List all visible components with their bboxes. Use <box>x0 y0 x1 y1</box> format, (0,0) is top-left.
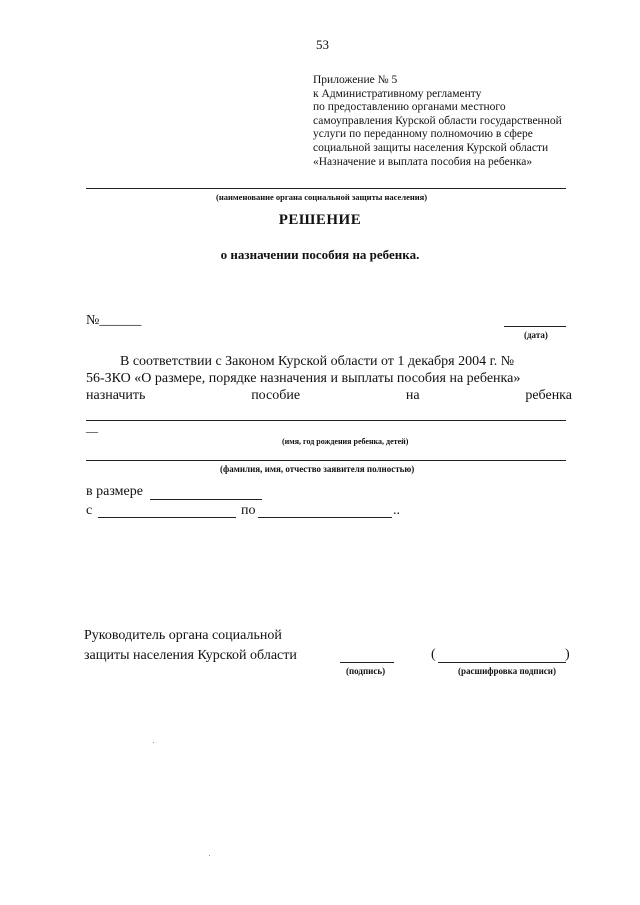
decoding-line <box>438 662 566 663</box>
page-number: 53 <box>316 37 329 52</box>
amount-label: в размере <box>86 484 143 499</box>
to-label: по <box>241 503 256 518</box>
decision-number-field: №______ <box>86 313 142 328</box>
date-line <box>504 326 566 327</box>
amount-line <box>150 499 262 500</box>
paragraph-line: 56-ЗКО «О размере, порядке назначения и выплаты пособия на ребенка» <box>86 371 521 386</box>
appendix-line: к Административному регламенту <box>313 87 482 100</box>
document-title: РЕШЕНИЕ <box>278 212 362 228</box>
appendix-line: социальной защиты населения Курской области <box>313 141 549 154</box>
appendix-line: по предоставлению органами местного <box>313 101 506 114</box>
applicant-name-line <box>86 460 566 461</box>
decoding-caption: (расшифровка подписи) <box>458 666 556 676</box>
child-caption: (имя, год рождения ребенка, детей) <box>282 437 409 446</box>
authority-caption: (наименование органа социальной защиты населения) <box>216 192 428 202</box>
date-caption: (дата) <box>524 330 548 340</box>
scan-speck <box>153 742 154 743</box>
authority-name-line <box>86 188 566 189</box>
decoding-paren-close: ) <box>565 647 570 662</box>
appendix-line: «Назначение и выплата пособия на ребенка» <box>313 155 533 168</box>
paragraph-line-justified <box>86 388 572 404</box>
period-end-mark: .. <box>393 503 400 518</box>
appendix-line: Приложение № 5 <box>313 74 398 86</box>
signature-caption: (подпись) <box>346 666 386 676</box>
applicant-caption: (фамилия, имя, отчество заявителя полностью) <box>220 464 415 474</box>
decoding-paren-open: ( <box>431 647 436 662</box>
paragraph-word: на <box>405 388 420 403</box>
appendix-line: самоуправления Курской области государственной <box>313 114 562 127</box>
document-subtitle: о назначении пособия на ребенка. <box>220 247 420 262</box>
signature-line <box>340 662 394 663</box>
paragraph-word: пособие <box>251 388 301 403</box>
from-label: с <box>86 503 93 518</box>
signatory-line: защиты населения Курской области <box>84 648 297 663</box>
child-info-line <box>86 420 566 421</box>
signatory-line: Руководитель органа социальной <box>84 628 282 643</box>
paragraph-word: ребенка <box>525 388 572 403</box>
paragraph-word: назначить <box>86 388 146 403</box>
appendix-line: услуги по переданному полномочию в сфере <box>313 128 533 141</box>
from-date-line <box>98 517 236 518</box>
to-date-line <box>258 517 392 518</box>
paragraph-line: В соответствии с Законом Курской области от 1 декабря 2004 г. № <box>120 354 515 369</box>
appendix-block <box>313 74 562 169</box>
scan-speck <box>209 855 210 856</box>
dash-mark: — <box>86 424 98 438</box>
